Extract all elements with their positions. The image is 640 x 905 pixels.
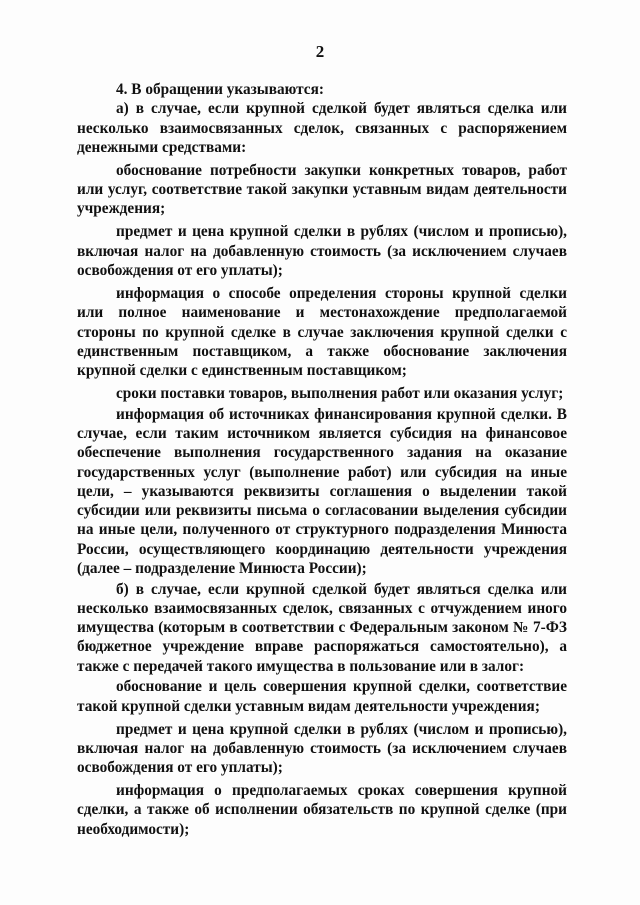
paragraph: предмет и цена крупной сделки в рублях (числом и прописью), включая налог на добавленную стоимость (за исключением случаев освобождения от его уплаты); (77, 223, 567, 280)
paragraph-section-4-heading: 4. В обращении указываются: (116, 81, 324, 98)
page-number: 2 (315, 42, 325, 61)
paragraph: обоснование и цель совершения крупной сделки, соответствие такой крупной сделки уставным видам деятельности учреждения; (77, 678, 567, 715)
paragraph: информация о предполагаемых сроках совершения крупной сделки, а также об исполнении обязательств по крупной сделке (при необходимости); (77, 782, 567, 838)
paragraph: обоснование потребности закупки конкретных товаров, работ или услуг, соответствие такой закупки уставным видам деятельности учреждения; (77, 161, 567, 218)
paragraph-item-b: б) в случае, если крупной сделкой будет являться сделка или несколько взаимосвязанных сделок, связанных с отчуждением иного имущества (которым в соответствии с Федеральным законом № 7-ФЗ бюджетное учреждение вправе распоряжаться самостоятельно), а также с передачей такого имущества в пользование или в залог: (77, 580, 567, 675)
paragraph: предмет и цена крупной сделки в рублях (числом и прописью), включая налог на добавленную стоимость (за исключением случаев освобождения от его уплаты); (77, 720, 567, 777)
paragraph: информация о способе определения стороны крупной сделки или полное наименование и местонахождение предполагаемой стороны по крупной сделке в случае заключения крупной сделки с единственным поставщиком, а также обоснование заключения крупной сделки с единственным поставщиком; (77, 285, 567, 380)
document-body (77, 80, 567, 839)
paragraph: информация об источниках финансирования крупной сделки. В случае, если таким источником является субсидия на финансовое обеспечение выполнения государственного задания на оказание государственных услуг (выполнение работ) или субсидия на иные цели, – указываются реквизиты соглашения о выделении такой субсидии или реквизиты письма о согласовании выделения субсидии на иные цели, полученного от структурного подразделения Минюста России, осуществляющего координацию деятельности учреждения (далее – подразделение Минюста России); (77, 405, 567, 578)
paragraph: сроки поставки товаров, выполнения работ или оказания услуг; (116, 385, 564, 403)
paragraph-item-a: а) в случае, если крупной сделкой будет являться сделка или несколько взаимосвязанных сделок, связанных с распоряжением денежными средствами: (77, 100, 567, 156)
